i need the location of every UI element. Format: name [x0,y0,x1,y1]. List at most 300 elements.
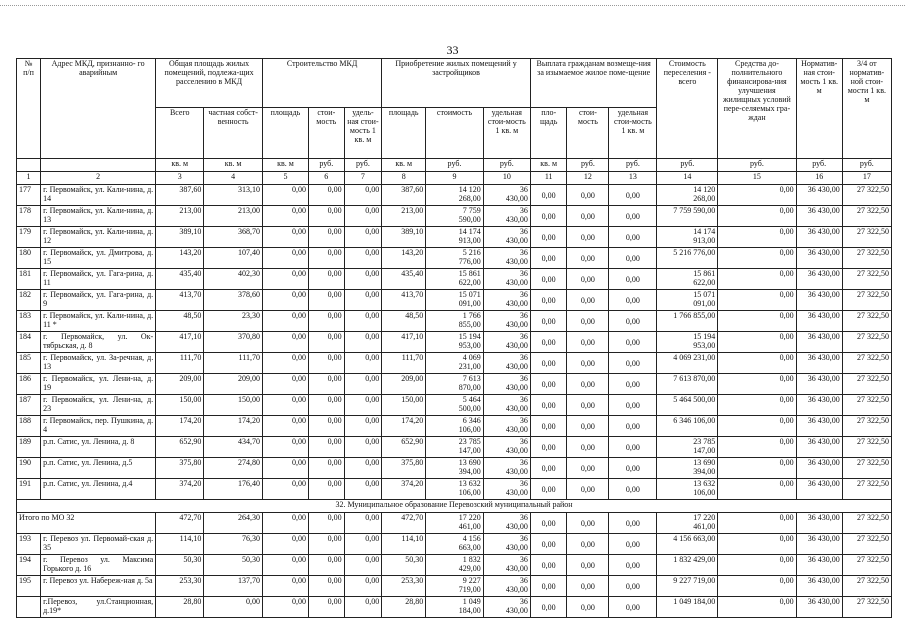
data-cell: 0,00 [567,576,609,597]
data-cell: 36 430,00 [483,332,530,353]
column-number-cell: 5 [262,172,308,185]
data-cell: 652,90 [156,437,204,458]
data-cell: 150,00 [382,395,426,416]
data-cell: 213,00 [156,206,204,227]
address-cell: г. Перевоз ул. Набереж-ная д. 5а [41,576,156,597]
data-cell: 114,10 [382,534,426,555]
data-cell: 36 430,00 [483,290,530,311]
data-cell: 0,00 [609,185,657,206]
address-cell: г. Первомайск, ул. Ок-тябрьская, д. 8 [41,332,156,353]
data-cell: 0,00 [262,479,308,500]
data-cell: 23,30 [204,311,263,332]
address-cell: г. Первомайск, ул. Кали-нина, д. 12 [41,227,156,248]
data-cell: 0,00 [530,416,567,437]
data-cell: 0,00 [262,458,308,479]
data-cell: 0,00 [344,311,382,332]
data-cell: 0,00 [530,555,567,576]
data-cell: 472,70 [156,513,204,534]
header-row-1 [17,59,892,108]
data-cell: 434,70 [204,437,263,458]
data-cell: 27 322,50 [842,437,891,458]
data-cell: 27 322,50 [842,185,891,206]
data-cell: 0,00 [309,534,345,555]
data-cell: 0,00 [309,248,345,269]
data-cell: 174,20 [156,416,204,437]
data-cell: 1 832 429,00 [657,555,718,576]
data-cell: 0,00 [567,227,609,248]
address-cell: г. Первомайск, ул. Лени-на, д. 23 [41,395,156,416]
units-cell: руб. [796,159,842,172]
data-cell: 0,00 [567,597,609,618]
data-cell: 0,00 [718,555,796,576]
data-cell: 0,00 [344,353,382,374]
data-cell: 194 [17,555,41,576]
data-cell: 36 430,00 [796,437,842,458]
data-cell: 0,00 [609,206,657,227]
data-cell: 184 [17,332,41,353]
data-cell: 389,10 [156,227,204,248]
data-cell: 27 322,50 [842,555,891,576]
data-cell: 36 430,00 [483,374,530,395]
data-cell: 0,00 [609,395,657,416]
data-cell: 402,30 [204,269,263,290]
data-cell: 6 346 106,00 [657,416,718,437]
data-cell: 0,00 [344,332,382,353]
data-cell: 0,00 [718,395,796,416]
data-cell: 36 430,00 [796,513,842,534]
address-cell: р.п. Сатис, ул. Ленина, д.5 [41,458,156,479]
data-cell: 27 322,50 [842,311,891,332]
data-cell: 27 322,50 [842,458,891,479]
table-row [17,248,892,269]
data-cell: 27 322,50 [842,534,891,555]
data-cell: 0,00 [344,479,382,500]
data-cell: 0,00 [344,227,382,248]
data-cell: 0,00 [309,227,345,248]
data-cell: 0,00 [530,437,567,458]
data-cell: 0,00 [609,597,657,618]
units-cell: кв. м [156,159,204,172]
data-cell: 0,00 [309,269,345,290]
column-number-cell: 7 [344,172,382,185]
address-cell: г. Первомайск, ул. За-речная, д. 13 [41,353,156,374]
data-cell: 0,00 [309,597,345,618]
data-cell: 0,00 [344,185,382,206]
column-number-cell: 14 [657,172,718,185]
table-row [17,597,892,618]
data-cell: 6 346 106,00 [426,416,484,437]
data-cell: 0,00 [718,597,796,618]
address-cell: г. Первомайск, ул. Гага-рина, д. 11 [41,269,156,290]
data-cell: 0,00 [609,311,657,332]
column-number-cell: 6 [309,172,345,185]
data-cell: 111,70 [156,353,204,374]
data-cell: 182 [17,290,41,311]
data-cell: 0,00 [718,248,796,269]
data-cell: 0,00 [718,374,796,395]
units-cell: кв. м [530,159,567,172]
data-cell: 107,40 [204,248,263,269]
data-cell: 0,00 [530,185,567,206]
column-number-cell: 3 [156,172,204,185]
data-cell: 0,00 [530,458,567,479]
data-cell: 0,00 [309,311,345,332]
column-number-cell: 1 [17,172,41,185]
data-cell: 0,00 [262,290,308,311]
data-cell: 0,00 [609,479,657,500]
data-cell: 0,00 [530,311,567,332]
data-cell: 1 049 184,00 [657,597,718,618]
table-row [17,534,892,555]
data-cell: 0,00 [609,269,657,290]
data-cell: 0,00 [609,290,657,311]
sub-cost: стои-мость [567,108,609,159]
data-cell: 0,00 [718,513,796,534]
data-cell: 0,00 [344,555,382,576]
data-cell: 435,40 [156,269,204,290]
data-cell: 14 174 913,00 [426,227,484,248]
data-cell: 36 430,00 [796,576,842,597]
data-cell: 36 430,00 [483,576,530,597]
data-cell: 189 [17,437,41,458]
data-cell: 389,10 [382,227,426,248]
data-cell: 15 194 953,00 [426,332,484,353]
table-row [17,458,892,479]
data-cell: 150,00 [204,395,263,416]
data-cell: 1 766 855,00 [657,311,718,332]
data-cell: 4 156 663,00 [657,534,718,555]
data-cell: 0,00 [262,416,308,437]
data-cell: 0,00 [262,311,308,332]
data-cell: 0,00 [344,597,382,618]
data-cell: 0,00 [609,576,657,597]
data-cell: 7 613 870,00 [657,374,718,395]
data-cell: 174,20 [382,416,426,437]
data-cell: 5 216 776,00 [426,248,484,269]
data-cell: 0,00 [718,290,796,311]
data-cell: 177 [17,185,41,206]
data-cell: 0,00 [309,374,345,395]
units-cell [41,159,156,172]
data-cell: 0,00 [344,576,382,597]
data-cell: 7 759 590,00 [657,206,718,227]
column-number-cell: 11 [530,172,567,185]
data-cell: 0,00 [309,290,345,311]
header-cost-total: Стоимость переселения - всего [657,59,718,159]
data-cell: 0,00 [309,576,345,597]
data-cell: 209,00 [156,374,204,395]
data-cell: 27 322,50 [842,513,891,534]
data-cell: 111,70 [382,353,426,374]
data-cell: 0,00 [344,416,382,437]
data-cell: 179 [17,227,41,248]
header-purchase: Приобретение жилых помещений у застройщиков [382,59,531,108]
data-cell: 7 759 590,00 [426,206,484,227]
total-label: Итого по МО 32 [17,513,156,534]
data-cell: 27 322,50 [842,290,891,311]
data-cell: 0,00 [567,458,609,479]
data-cell: 0,00 [718,206,796,227]
data-cell: 0,00 [262,227,308,248]
data-cell: 36 430,00 [796,534,842,555]
data-cell: 0,00 [309,332,345,353]
units-cell: руб. [567,159,609,172]
data-cell: 0,00 [567,437,609,458]
table-row [17,555,892,576]
address-cell: г. Первомайск, пер. Пушкина, д. 4 [41,416,156,437]
data-cell: 36 430,00 [796,227,842,248]
data-cell: 13 690 394,00 [657,458,718,479]
table-row [17,576,892,597]
table-row [17,290,892,311]
data-cell: 0,00 [262,332,308,353]
data-cell: 375,80 [156,458,204,479]
data-cell: 23 785 147,00 [426,437,484,458]
table-row [17,437,892,458]
sub-unit-cost: удельная стои-мость 1 кв. м [483,108,530,159]
data-cell: 0,00 [262,353,308,374]
sub-total: Всего [156,108,204,159]
column-number-cell: 12 [567,172,609,185]
data-cell: 14 174 913,00 [657,227,718,248]
address-cell: г. Первомайск, ул. Лени-на, д. 19 [41,374,156,395]
data-cell: 48,50 [382,311,426,332]
data-cell [17,597,41,618]
header-compensation: Выплата гражданам возмеще-ния за изымаемое жилое поме-щение [530,59,657,108]
data-cell: 378,60 [204,290,263,311]
data-cell: 0,00 [262,185,308,206]
data-cell: 36 430,00 [796,290,842,311]
data-cell: 36 430,00 [796,395,842,416]
data-cell: 0,00 [718,534,796,555]
sub-private: частная собст-венность [204,108,263,159]
data-cell: 0,00 [567,290,609,311]
resettlement-table [16,58,892,618]
units-cell: руб. [609,159,657,172]
data-cell: 186 [17,374,41,395]
data-cell: 0,00 [262,206,308,227]
address-cell: р.п. Сатис, ул. Ленина, д. 8 [41,437,156,458]
data-cell: 413,70 [382,290,426,311]
data-cell: 1 049 184,00 [426,597,484,618]
data-cell: 188 [17,416,41,437]
data-cell: 0,00 [567,374,609,395]
data-cell: 36 430,00 [483,227,530,248]
data-cell: 36 430,00 [796,597,842,618]
data-cell: 0,00 [262,576,308,597]
data-cell: 0,00 [718,332,796,353]
data-cell: 0,00 [344,248,382,269]
table-row [17,395,892,416]
data-cell: 114,10 [156,534,204,555]
data-cell: 368,70 [204,227,263,248]
column-number-cell: 2 [41,172,156,185]
data-cell: 0,00 [309,395,345,416]
data-cell: 13 632 106,00 [426,479,484,500]
data-cell: 14 120 268,00 [426,185,484,206]
data-cell: 0,00 [567,206,609,227]
data-cell: 4 156 663,00 [426,534,484,555]
data-cell: 0,00 [609,374,657,395]
address-cell: г. Первомайск, ул. Дмитрова, д. 15 [41,248,156,269]
data-cell: 313,10 [204,185,263,206]
data-cell: 0,00 [530,374,567,395]
data-cell: 36 430,00 [483,479,530,500]
column-number-cell: 4 [204,172,263,185]
header-extra-funding: Средства до-полнительного финансирова-ния улучшения жилищных условий пере-селяемых гра-ждан [718,59,796,159]
section-title: 32. Муниципальное образование Перевозский муниципальный район [17,500,892,513]
data-cell: 36 430,00 [483,248,530,269]
data-cell: 17 220 461,00 [426,513,484,534]
data-cell: 0,00 [309,185,345,206]
data-cell: 0,00 [530,227,567,248]
data-cell: 0,00 [609,416,657,437]
data-cell: 0,00 [567,353,609,374]
data-cell: 0,00 [530,290,567,311]
data-cell: 195 [17,576,41,597]
data-cell: 50,30 [382,555,426,576]
data-cell: 36 430,00 [483,206,530,227]
data-cell: 0,00 [204,597,263,618]
units-cell: кв. м [382,159,426,172]
data-cell: 0,00 [344,269,382,290]
data-cell: 0,00 [567,479,609,500]
sub-cost: стоимость [426,108,484,159]
data-cell: 13 632 106,00 [657,479,718,500]
table-row [17,479,892,500]
data-cell: 15 861 622,00 [426,269,484,290]
data-cell: 36 430,00 [796,374,842,395]
data-cell: 0,00 [567,416,609,437]
data-cell: 0,00 [718,479,796,500]
data-cell: 0,00 [530,576,567,597]
data-cell: 36 430,00 [796,206,842,227]
data-cell: 274,80 [204,458,263,479]
sub-unit-cost: удель-ная стои-мость 1 кв. м [344,108,382,159]
data-cell: 0,00 [567,185,609,206]
data-cell: 264,30 [204,513,263,534]
data-cell: 174,20 [204,416,263,437]
table-row [17,416,892,437]
table-row [17,206,892,227]
data-cell: 137,70 [204,576,263,597]
column-number-cell: 10 [483,172,530,185]
data-cell: 1 832 429,00 [426,555,484,576]
data-cell: 14 120 268,00 [657,185,718,206]
data-cell: 0,00 [530,597,567,618]
data-cell: 48,50 [156,311,204,332]
page-number: 33 [446,43,459,57]
data-cell: 0,00 [609,353,657,374]
column-number-cell: 16 [796,172,842,185]
data-cell: 187 [17,395,41,416]
data-cell: 209,00 [382,374,426,395]
data-cell: 417,10 [382,332,426,353]
sub-area: пло-щадь [530,108,567,159]
total-row [17,513,892,534]
data-cell: 1 766 855,00 [426,311,484,332]
address-cell: г.Перевоз, ул.Станционная, д.19* [41,597,156,618]
data-cell: 9 227 719,00 [657,576,718,597]
data-cell: 36 430,00 [483,437,530,458]
data-cell: 417,10 [156,332,204,353]
sub-area: площадь [382,108,426,159]
data-cell: 17 220 461,00 [657,513,718,534]
data-cell: 27 322,50 [842,227,891,248]
units-cell: кв. м [204,159,263,172]
data-cell: 27 322,50 [842,597,891,618]
data-cell: 0,00 [344,534,382,555]
data-cell: 0,00 [718,311,796,332]
data-cell: 0,00 [609,227,657,248]
data-cell: 36 430,00 [796,248,842,269]
data-cell: 472,70 [382,513,426,534]
data-cell: 435,40 [382,269,426,290]
data-cell: 36 430,00 [796,479,842,500]
data-cell: 36 430,00 [483,185,530,206]
data-cell: 36 430,00 [796,555,842,576]
data-cell: 0,00 [530,534,567,555]
data-cell: 0,00 [718,416,796,437]
data-cell: 0,00 [609,248,657,269]
units-cell: руб. [657,159,718,172]
column-number-cell: 17 [842,172,891,185]
data-cell: 0,00 [309,513,345,534]
data-cell: 13 690 394,00 [426,458,484,479]
data-cell: 50,30 [204,555,263,576]
data-cell: 0,00 [718,437,796,458]
data-cell: 4 069 231,00 [426,353,484,374]
data-cell: 4 069 231,00 [657,353,718,374]
data-cell: 27 322,50 [842,332,891,353]
data-cell: 36 430,00 [483,311,530,332]
table-row [17,374,892,395]
header-construction: Строительство МКД [262,59,381,108]
data-cell: 190 [17,458,41,479]
data-cell: 36 430,00 [483,534,530,555]
data-cell: 387,60 [382,185,426,206]
header-address: Адрес МКД, признанно- го аварийным [41,59,156,159]
data-cell: 36 430,00 [796,185,842,206]
column-number-cell: 8 [382,172,426,185]
data-cell: 0,00 [262,374,308,395]
data-cell: 0,00 [609,458,657,479]
header-num: № п/п [17,59,41,159]
units-row [17,159,892,172]
data-cell: 50,30 [156,555,204,576]
data-cell: 5 464 500,00 [657,395,718,416]
data-cell: 0,00 [309,206,345,227]
address-cell: г. Перевоз ул. Первомай-ская д. 35 [41,534,156,555]
data-cell: 36 430,00 [483,269,530,290]
data-cell: 0,00 [530,513,567,534]
header-three-quarter: 3/4 от норматив-ной стои-мости 1 кв. м [842,59,891,159]
data-cell: 0,00 [718,269,796,290]
data-cell: 27 322,50 [842,269,891,290]
data-cell: 387,60 [156,185,204,206]
data-cell: 0,00 [262,248,308,269]
data-cell: 0,00 [567,311,609,332]
data-cell: 23 785 147,00 [657,437,718,458]
data-cell: 27 322,50 [842,576,891,597]
data-cell: 36 430,00 [796,311,842,332]
units-cell: руб. [426,159,484,172]
data-cell: 178 [17,206,41,227]
data-cell: 181 [17,269,41,290]
data-cell: 413,70 [156,290,204,311]
data-cell: 5 216 776,00 [657,248,718,269]
units-cell: кв. м [262,159,308,172]
